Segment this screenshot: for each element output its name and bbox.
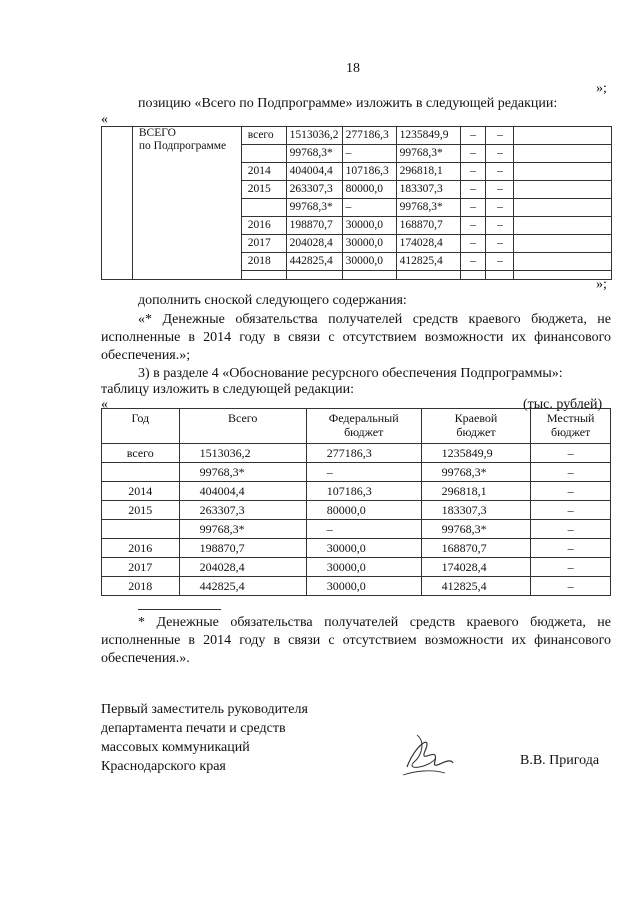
subprogram-total-table [101,126,612,280]
table2-row [102,482,611,501]
header-regional: Краевой бюджет [421,409,531,444]
table2-cell-local: – [531,520,611,539]
signature-name: В.В. Пригода [520,753,600,768]
table1-cell-c5: – [460,217,486,235]
table2-cell-total: 1513036,2 [179,444,306,463]
table2-cell-regional: 296818,1 [421,482,531,501]
table1-blank-cell [460,271,486,280]
footnote-quote: «* Денежные обязательства получателей средств краевого бюджета, не исполненные в 2014 году в связи с отсутствием возможности их финансового обеспечения.»; [101,312,611,363]
close-quote-1: »; [596,277,607,292]
table1-cell-total: 404004,4 [286,163,342,181]
table1-cell-year: 2014 [241,163,286,181]
table1-cell-year: 2018 [241,253,286,271]
table2-cell-regional: 183307,3 [421,501,531,520]
table1-blank-cell [241,271,286,280]
table2-cell-regional: 412825,4 [421,577,531,596]
table1-cell-year: 2017 [241,235,286,253]
table1-cell-year [241,145,286,163]
table1-cell-regional: 1235849,9 [396,127,460,145]
table2-row [102,501,611,520]
header-total: Всего [179,409,306,444]
table2-cell-federal: – [306,520,421,539]
table1-cell-federal: 30000,0 [342,217,396,235]
table1-blank-cell [396,271,460,280]
table1-cell-total: 99768,3* [286,199,342,217]
table2-cell-federal: 80000,0 [306,501,421,520]
table1-cell-total: 263307,3 [286,181,342,199]
table2-row [102,539,611,558]
table2-cell-federal: 30000,0 [306,539,421,558]
table2-cell-year: всего [102,444,180,463]
resource-table [101,408,611,596]
table2-cell-regional: 99768,3* [421,463,531,482]
table1-blank-cell [286,271,342,280]
table2-cell-local: – [531,539,611,558]
table2-cell-federal: – [306,463,421,482]
units-label: (тыс. рублей) [523,397,603,412]
table2-cell-year: 2015 [102,501,180,520]
table2-cell-local: – [531,463,611,482]
table2-cell-total: 99768,3* [179,463,306,482]
table1-cell-year: всего [241,127,286,145]
table1-cell-total: 198870,7 [286,217,342,235]
table1-cell-total: 99768,3* [286,145,342,163]
table2-cell-local: – [531,558,611,577]
open-quote-2: « [101,397,108,412]
table1-blank-cell [514,127,612,145]
table2-cell-local: – [531,444,611,463]
table1-cell-federal: 30000,0 [342,235,396,253]
table1-row [102,127,612,145]
open-quote-1: « [101,112,108,127]
table2-cell-local: – [531,482,611,501]
table1-blank-cell [514,235,612,253]
table1-cell-c6: – [486,145,514,163]
table1-blank-cell [514,217,612,235]
table1-cell-federal: 107186,3 [342,163,396,181]
table1-blank-cell [514,181,612,199]
table1-cell-c6: – [486,163,514,181]
table2-cell-year: 2017 [102,558,180,577]
table1-cell-c6: – [486,199,514,217]
table1-blank-cell [486,271,514,280]
table1-cell-federal: – [342,145,396,163]
table1-cell-regional: 99768,3* [396,199,460,217]
table1-cell-regional: 183307,3 [396,181,460,199]
table1-cell-c6: – [486,235,514,253]
table2-cell-federal: 277186,3 [306,444,421,463]
table1-label-line2: по Подпрограмме [138,140,227,152]
header-year: Год [102,409,180,444]
table1-cell-total: 1513036,2 [286,127,342,145]
footnote-separator [138,609,221,610]
table2-cell-total: 198870,7 [179,539,306,558]
table1-blank-cell [102,127,133,280]
table1-cell-c6: – [486,217,514,235]
signature-line-4: Краснодарского края [101,759,226,774]
handwritten-signature [395,715,465,785]
table1-cell-federal: 80000,0 [342,181,396,199]
table2-row [102,444,611,463]
intro-line: позицию «Всего по Подпрограмме» изложить в следующей редакции: [138,96,558,111]
table1-cell-regional: 168870,7 [396,217,460,235]
top-close-quote: »; [596,81,607,96]
table2-cell-year: 2018 [102,577,180,596]
table1-cell-year: 2015 [241,181,286,199]
table1-cell-total: 442825,4 [286,253,342,271]
table1-cell-c5: – [460,127,486,145]
add-footnote-line: дополнить сноской следующего содержания: [138,293,407,308]
table1-blank-cell [514,253,612,271]
table1-cell-regional: 296818,1 [396,163,460,181]
table2-cell-total: 99768,3* [179,520,306,539]
table1-blank-cell [514,145,612,163]
table2-cell-year: 2016 [102,539,180,558]
table1-cell-regional: 412825,4 [396,253,460,271]
table1-cell-total: 204028,4 [286,235,342,253]
table2-cell-federal: 107186,3 [306,482,421,501]
table1-cell-c6: – [486,127,514,145]
signature-block [101,700,308,776]
table1-blank-cell [514,163,612,181]
table2-cell-total: 263307,3 [179,501,306,520]
table1-cell-federal: 30000,0 [342,253,396,271]
table1-cell-federal: 277186,3 [342,127,396,145]
table2-cell-year: 2014 [102,482,180,501]
header-local: Местный бюджет [531,409,611,444]
table1-cell-c5: – [460,199,486,217]
table2-cell-regional: 168870,7 [421,539,531,558]
para3-line1: 3) в разделе 4 «Обоснование ресурсного обеспечения Подпрограммы»: [138,366,563,381]
table2-cell-total: 404004,4 [179,482,306,501]
table1-cell-c5: – [460,163,486,181]
table1-cell-c5: – [460,253,486,271]
table1-label-cell [132,127,241,280]
table2-cell-regional: 1235849,9 [421,444,531,463]
signature-line-3: массовых коммуникаций [101,740,250,755]
table1-cell-year [241,199,286,217]
table2-cell-total: 204028,4 [179,558,306,577]
table1-blank-cell [342,271,396,280]
table1-cell-regional: 174028,4 [396,235,460,253]
table1-cell-c6: – [486,253,514,271]
footnote-text: * Денежные обязательства получателей средств краевого бюджета, не исполненные в 2014 году в связи с отсутствием возможности их финансового обеспечения.». [101,615,611,666]
table2-row [102,520,611,539]
table1-cell-federal: – [342,199,396,217]
table1-cell-c5: – [460,145,486,163]
table2-cell-local: – [531,577,611,596]
header-federal: Федеральный бюджет [306,409,421,444]
para3-line2: таблицу изложить в следующей редакции: [101,382,355,397]
page-number: 18 [346,61,360,76]
signature-line-1: Первый заместитель руководителя [101,702,308,717]
table1-cell-c6: – [486,181,514,199]
table2-cell-year [102,520,180,539]
table2-cell-regional: 99768,3* [421,520,531,539]
signature-line-2: департамента печати и средств [101,721,286,736]
table2-row [102,577,611,596]
table1-cell-c5: – [460,235,486,253]
table2-row [102,558,611,577]
table1-label-line1: ВСЕГО [138,127,176,139]
table1-cell-year: 2016 [241,217,286,235]
table2-cell-federal: 30000,0 [306,558,421,577]
table2-cell-regional: 174028,4 [421,558,531,577]
table1-cell-c5: – [460,181,486,199]
table2-cell-federal: 30000,0 [306,577,421,596]
table2-cell-year [102,463,180,482]
table2-cell-total: 442825,4 [179,577,306,596]
table1-blank-cell [514,199,612,217]
table1-cell-regional: 99768,3* [396,145,460,163]
table2-cell-local: – [531,501,611,520]
table2-row [102,463,611,482]
